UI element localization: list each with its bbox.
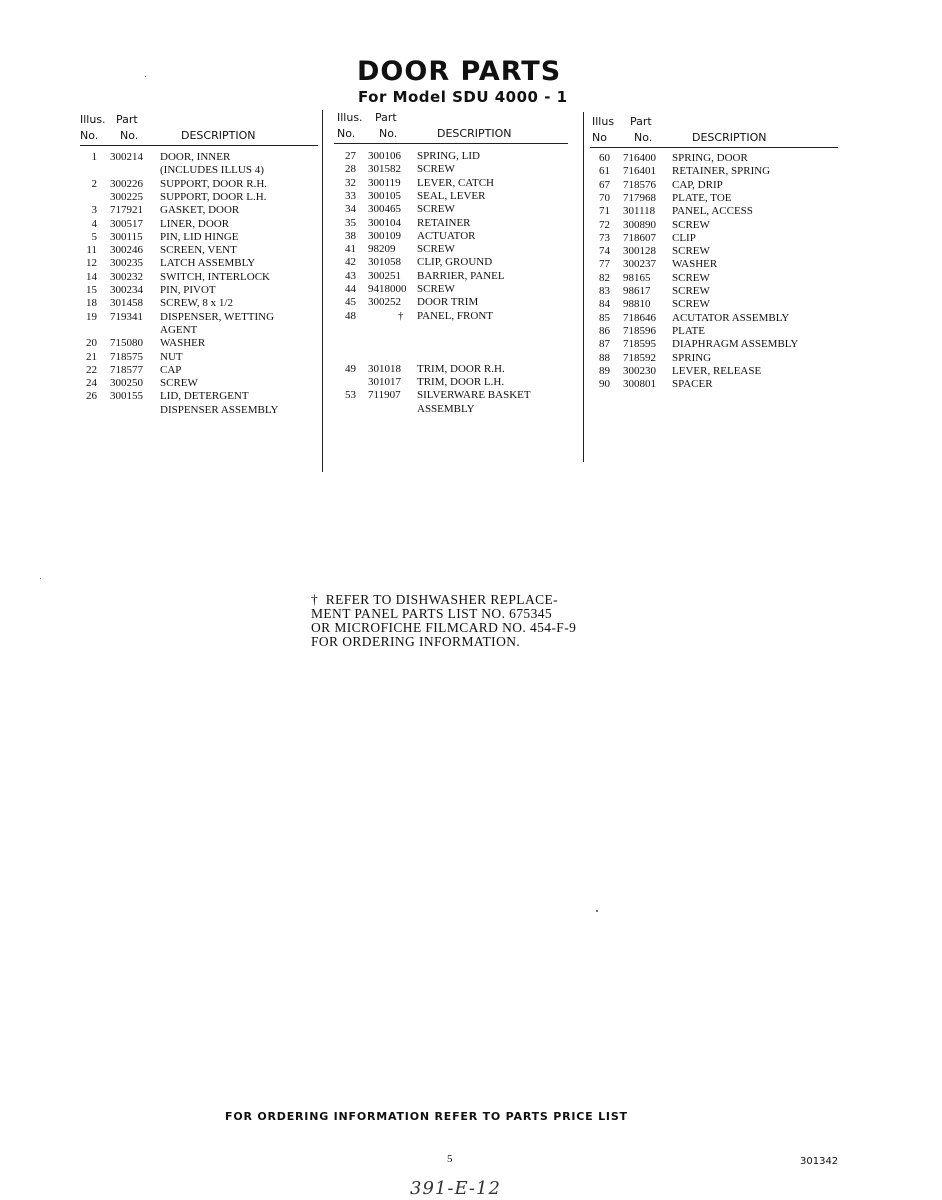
part-number: 716400: [623, 152, 656, 164]
part-description: PLATE, TOE: [672, 191, 732, 204]
illus-number: 38: [345, 229, 356, 242]
illus-number: 87: [599, 338, 610, 351]
part-number: 718607: [623, 231, 656, 244]
illus-number: 84: [599, 298, 610, 311]
part-number: 98209: [368, 243, 396, 256]
part-number: 718592: [623, 351, 656, 364]
header-part-label: Part: [630, 115, 652, 128]
parts-list-row: [0, 338, 942, 351]
header-part-no-label: No.: [379, 127, 398, 140]
part-description: SCREW: [672, 245, 710, 258]
part-number: 301458: [110, 297, 143, 310]
illus-number: 4: [91, 217, 97, 230]
illus-number: 89: [599, 364, 610, 377]
part-number: 300225: [110, 190, 143, 203]
part-description: PLATE: [672, 324, 705, 337]
illus-number: 19: [86, 310, 97, 323]
illus-number: 3: [91, 204, 97, 217]
part-description: SPRING, DOOR: [672, 152, 748, 164]
part-number: 300105: [368, 189, 401, 202]
part-description: LEVER, CATCH: [417, 176, 494, 189]
parts-list-row: [0, 229, 942, 245]
part-description: SCREW: [417, 203, 455, 216]
part-number: 301017: [368, 376, 401, 389]
part-description: DISPENSER ASSEMBLY: [160, 403, 279, 416]
ordering-footer: FOR ORDERING INFORMATION REFER TO PARTS PRICE LIST: [225, 1110, 628, 1123]
part-number: 300465: [368, 203, 401, 216]
header-rule: [334, 143, 568, 144]
header-part-label: Part: [375, 111, 397, 124]
illus-number: 20: [86, 337, 97, 350]
part-number: 300104: [368, 216, 401, 229]
part-description: NUT: [160, 350, 183, 363]
parts-list-row: [0, 189, 942, 205]
part-description: LINER, DOOR: [160, 217, 230, 230]
part-number: 300214: [110, 151, 143, 163]
part-description: SPRING, LID: [417, 150, 480, 162]
part-number: 300237: [623, 258, 656, 271]
part-description: SCREW: [417, 283, 455, 295]
illus-number: 49: [345, 362, 356, 375]
page-number: 5: [447, 1153, 453, 1165]
part-description: RETAINER: [417, 216, 471, 229]
header-description-label: DESCRIPTION: [437, 127, 512, 140]
part-description: RETAINER, SPRING: [672, 165, 771, 178]
illus-number: 77: [599, 258, 610, 271]
header-description-label: DESCRIPTION: [181, 129, 256, 142]
header-part-label: Part: [116, 113, 138, 126]
header-illus-no-label: No.: [337, 127, 356, 140]
illus-number: 5: [91, 230, 97, 243]
part-description: AGENT: [160, 323, 198, 336]
illus-number: 24: [86, 377, 97, 390]
part-description: CAP: [160, 363, 182, 376]
part-description: WASHER: [160, 337, 206, 350]
part-description: SCREW: [672, 218, 710, 231]
illus-number: 61: [599, 165, 610, 178]
part-number: 717968: [623, 191, 656, 204]
illus-number: 11: [86, 244, 97, 257]
handwritten-annotation: 391-E-12: [410, 1178, 501, 1199]
part-number: 300235: [110, 257, 143, 270]
part-description: (INCLUDES ILLUS 4): [160, 164, 264, 177]
header-illus-label: Illus.: [337, 111, 363, 124]
part-description: SWITCH, INTERLOCK: [160, 270, 270, 283]
illus-number: 27: [345, 150, 356, 162]
part-number: 9418000: [368, 283, 407, 295]
part-number: 301058: [368, 256, 401, 269]
illus-number: 1: [91, 151, 97, 163]
part-description: SPRING: [672, 351, 712, 364]
part-description: BARRIER, PANEL: [417, 269, 505, 282]
illus-number: 73: [599, 231, 610, 244]
illus-number: 12: [86, 257, 97, 270]
scan-speck: [40, 578, 41, 579]
part-number: 300890: [623, 218, 656, 231]
model-subtitle: For Model SDU 4000 - 1: [358, 88, 568, 106]
illus-number: 35: [345, 216, 356, 229]
part-description: SCREW: [417, 163, 455, 176]
illus-number: 2: [91, 177, 97, 190]
illus-number: 85: [599, 311, 610, 324]
part-number: 98810: [623, 298, 651, 311]
part-number: 300232: [110, 270, 143, 283]
illus-number: 71: [599, 205, 610, 218]
illus-number: 90: [599, 378, 610, 391]
parts-list-row: [0, 269, 942, 285]
illus-number: 21: [86, 350, 97, 363]
part-number: 300252: [368, 296, 401, 309]
parts-list-row: [0, 245, 942, 258]
part-number: 300106: [368, 150, 401, 162]
part-number: 300250: [110, 377, 143, 390]
part-number: 301582: [368, 163, 401, 176]
part-description: SPACER: [672, 378, 713, 391]
part-number: 300801: [623, 378, 656, 391]
part-description: DISPENSER, WETTING: [160, 310, 275, 323]
part-description: DOOR TRIM: [417, 296, 479, 309]
part-description: SCREW: [672, 271, 710, 284]
illus-number: 15: [86, 284, 97, 296]
illus-number: 33: [345, 189, 356, 202]
parts-list-row: [0, 309, 942, 325]
illus-number: 86: [599, 324, 610, 337]
illus-number: 60: [599, 152, 610, 164]
part-number: 718596: [623, 324, 656, 337]
document-number: 301342: [800, 1156, 839, 1167]
part-description: DOOR, INNER: [160, 151, 231, 163]
part-description: ASSEMBLY: [417, 402, 475, 415]
part-number: 718575: [110, 350, 143, 363]
column-divider-2: [583, 112, 584, 462]
part-description: CLIP: [672, 231, 696, 244]
part-description: SCREW: [160, 377, 198, 390]
part-description: SILVERWARE BASKET: [417, 389, 531, 402]
part-description: PANEL, ACCESS: [672, 205, 753, 218]
replacement-panel-note: † REFER TO DISHWASHER REPLACE- MENT PANEL PARTS LIST NO. 675345 OR MICROFICHE FILMCARD NO. 454-F-9 FOR ORDERING INFORMATION.: [311, 592, 577, 649]
illus-number: 53: [345, 389, 356, 402]
illus-number: 26: [86, 390, 97, 403]
part-description: PIN, LID HINGE: [160, 230, 239, 243]
part-description: SUPPORT, DOOR R.H.: [160, 177, 268, 190]
scan-speck: [145, 76, 146, 77]
scan-speck: [596, 910, 598, 912]
header-part-no-label: No.: [120, 129, 139, 142]
part-number: 300119: [368, 176, 401, 189]
part-description: SCREW, 8 x 1/2: [160, 297, 233, 310]
part-description: SCREEN, VENT: [160, 244, 237, 257]
part-number: 718577: [110, 363, 143, 376]
header-illus-no-label: No.: [80, 129, 99, 142]
part-description: ACUTATOR ASSEMBLY: [672, 311, 790, 324]
part-number: 300155: [110, 390, 143, 403]
part-description: WASHER: [672, 258, 718, 271]
part-description: SCREW: [672, 298, 710, 311]
part-number: 711907: [368, 389, 401, 402]
illus-number: 43: [345, 269, 356, 282]
parts-list-row: [0, 205, 942, 218]
parts-list-row: [0, 389, 942, 402]
part-number: 300115: [110, 230, 143, 243]
parts-list-row: [0, 152, 942, 165]
parts-list-row: [0, 378, 942, 391]
illus-number: 45: [345, 296, 356, 309]
part-description: LID, DETERGENT: [160, 390, 249, 403]
part-number: 716401: [623, 165, 656, 178]
illus-number: 28: [345, 163, 356, 176]
part-description: SCREW: [417, 243, 455, 256]
parts-list-row: [0, 298, 942, 311]
page-title: DOOR PARTS: [357, 56, 562, 87]
part-description: LATCH ASSEMBLY: [160, 257, 256, 270]
part-description: TRIM, DOOR L.H.: [417, 376, 505, 389]
illus-number: 74: [599, 245, 610, 258]
parts-list-row: [0, 165, 942, 178]
illus-number: 48: [345, 309, 356, 322]
part-description: CAP, DRIP: [672, 178, 723, 191]
part-number: 717921: [110, 204, 143, 217]
part-number: 98165: [623, 271, 651, 284]
header-rule: [80, 145, 318, 146]
part-number: 300517: [110, 217, 143, 230]
header-illus-label: Illus: [592, 115, 615, 128]
illus-number: 70: [599, 191, 610, 204]
part-description: LEVER, RELEASE: [672, 364, 762, 377]
part-number: †: [398, 309, 404, 322]
parts-list-row: [0, 285, 942, 298]
part-description: SEAL, LEVER: [417, 189, 486, 202]
illus-number: 67: [599, 178, 610, 191]
illus-number: 44: [345, 283, 356, 295]
part-number: 300230: [623, 364, 656, 377]
part-number: 718646: [623, 311, 656, 324]
part-number: 301018: [368, 362, 401, 375]
part-number: 301118: [623, 205, 656, 218]
illus-number: 82: [599, 271, 610, 284]
parts-list-row: [0, 403, 942, 416]
illus-number: 42: [345, 256, 356, 269]
part-description: DIAPHRAGM ASSEMBLY: [672, 338, 799, 351]
part-number: 719341: [110, 310, 143, 323]
header-illus-label: Illus.: [80, 113, 106, 126]
header-illus-no-label: No: [592, 131, 607, 144]
header-rule: [590, 147, 838, 148]
part-number: 300234: [110, 284, 143, 296]
parts-list-row: [0, 362, 942, 378]
part-description: TRIM, DOOR R.H.: [417, 362, 505, 375]
parts-list-row: [0, 258, 942, 271]
illus-number: 34: [345, 203, 356, 216]
part-description: PIN, PIVOT: [160, 284, 216, 296]
part-description: CLIP, GROUND: [417, 256, 493, 269]
header-description-label: DESCRIPTION: [692, 131, 767, 144]
part-number: 715080: [110, 337, 143, 350]
header-part-no-label: No.: [634, 131, 653, 144]
part-number: 98617: [623, 285, 651, 297]
illus-number: 41: [345, 243, 356, 256]
part-description: GASKET, DOOR: [160, 204, 240, 217]
part-description: ACTUATOR: [417, 229, 476, 242]
column-divider-1: [322, 110, 323, 472]
part-number: 300251: [368, 269, 401, 282]
illus-number: 22: [86, 363, 97, 376]
part-description: PANEL, FRONT: [417, 309, 493, 322]
illus-number: 88: [599, 351, 610, 364]
parts-list-row: [0, 216, 942, 232]
part-number: 300226: [110, 177, 143, 190]
illus-number: 83: [599, 285, 610, 297]
part-description: SCREW: [672, 285, 710, 297]
parts-list-row: [0, 325, 942, 338]
part-number: 300109: [368, 229, 401, 242]
part-number: 300128: [623, 245, 656, 258]
illus-number: 72: [599, 218, 610, 231]
parts-list-row: [0, 352, 942, 365]
parts-list-row: [0, 176, 942, 192]
part-description: SUPPORT, DOOR L.H.: [160, 190, 267, 203]
illus-number: 14: [86, 270, 97, 283]
part-number: 718595: [623, 338, 656, 351]
part-number: 718576: [623, 178, 656, 191]
part-number: 300246: [110, 244, 143, 257]
illus-number: 32: [345, 176, 356, 189]
illus-number: 18: [86, 297, 97, 310]
